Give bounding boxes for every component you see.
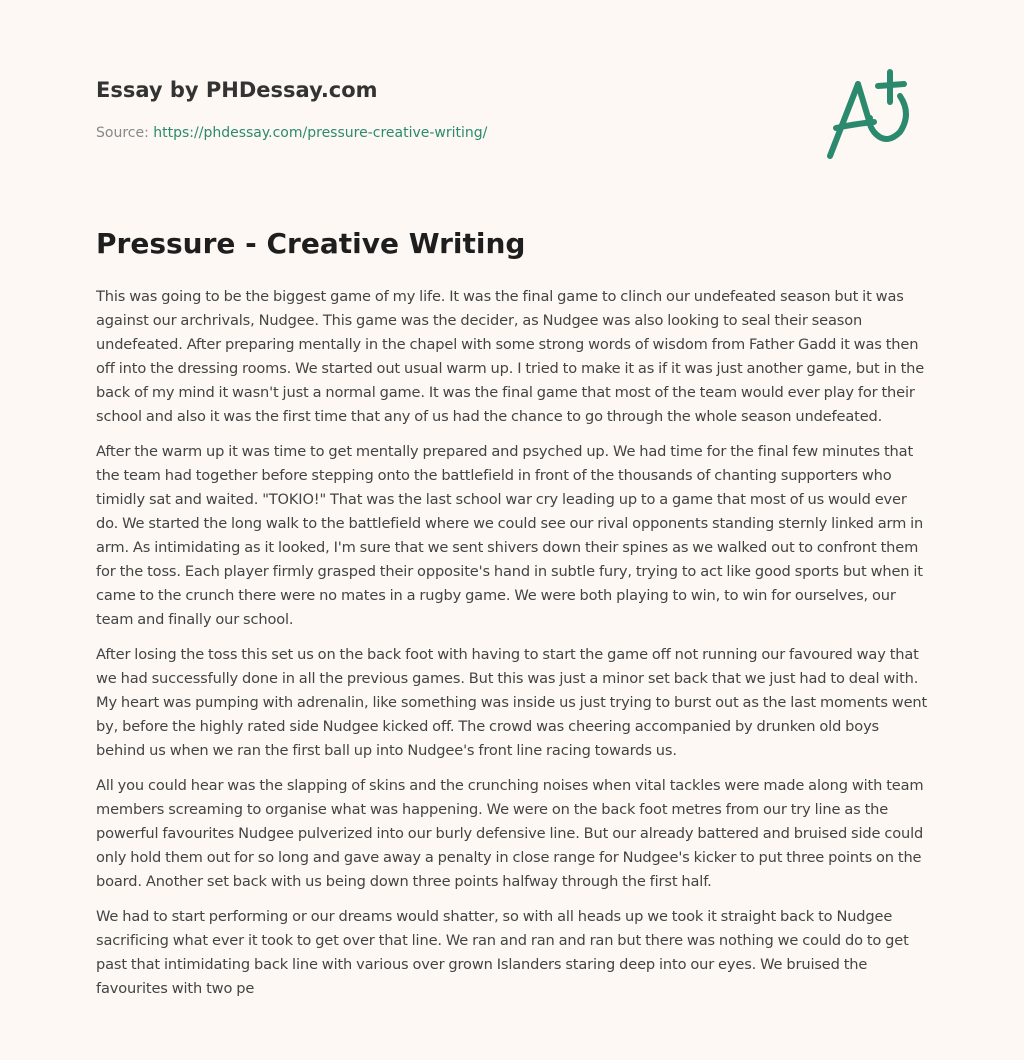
essay-paragraph: This was going to be the biggest game of my life. It was the final game to clinch our undefeated season but it was against our archrivals, Nudgee. This game was the decider, as Nudgee was also looking to seal their season undefeated. After preparing mentally in the chapel with some strong words of wisdom from Father Gadd it was then off into the dressing rooms. We started out usual warm up. I tried to make it as if it was just another game, but in the back of my mind it wasn't just a normal game. It was the final game that most of the team would ever play for their school and also it was the first time that any of us had the chance to go through the whole season undefeated. [96,288,925,425]
source-link[interactable]: https://phdessay.com/pressure-creative-writing/ [153,125,488,141]
site-title: Essay by PHDessay.com [96,78,378,102]
essay-paragraph: After losing the toss this set us on the back foot with having to start the game off not running our favoured way that we had successfully done in all the previous games. But this was just a minor set back that we just had to deal with. My heart was pumping with adrenalin, like something was inside us just trying to burst out as the last moments went by, before the highly rated side Nudgee kicked off. The crowd was cheering accompanied by drunken old boys behind us when we ran the first ball up into Nudgee's front line racing towards us. [96,646,928,759]
essay-paragraph: All you could hear was the slapping of skins and the crunching noises when vital tackles were made along with team members screaming to organise what was happening. We were on the back foot metres from our try line as the powerful favourites Nudgee pulverized into our burly defensive line. But our already battered and bruised side could only hold them out for so long and gave away a penalty in close range for Nudgee's kicker to put three points on the board. Another set back with us being down three points halfway through the first half. [96,777,924,890]
essay-body [96,285,932,1012]
essay-paragraph: We had to start performing or our dreams would shatter, so with all heads up we took it straight back to Nudgee sacrificing what ever it took to get over that line. We ran and ran and ran but there was nothing we could do to get past that intimidating back line with various over grown Islanders staring deep into our eyes. We bruised the favourites with two pe [96,908,909,997]
essay-title: Pressure - Creative Writing [96,227,526,260]
source-label: Source: [96,125,149,141]
essay-paragraph: After the warm up it was time to get mentally prepared and psyched up. We had time for the final few minutes that the team had together before stepping onto the battlefield in front of the thousands of chanting supporters who timidly sat and waited. "TOKIO!" That was the last school war cry leading up to a game that most of us would ever do. We started the long walk to the battlefield where we could see our rival opponents standing sternly linked arm in arm. As intimidating as it looked, I'm sure that we sent shivers down their spines as we walked out to confront them for the toss. Each player firmly grasped their opposite's hand in subtle fury, trying to act like good sports but when it came to the crunch there were no mates in a rugby game. We were both playing to win, to win for ourselves, our team and finally our school. [96,443,924,628]
a-plus-grade-icon [820,66,930,166]
source-line [96,123,487,143]
